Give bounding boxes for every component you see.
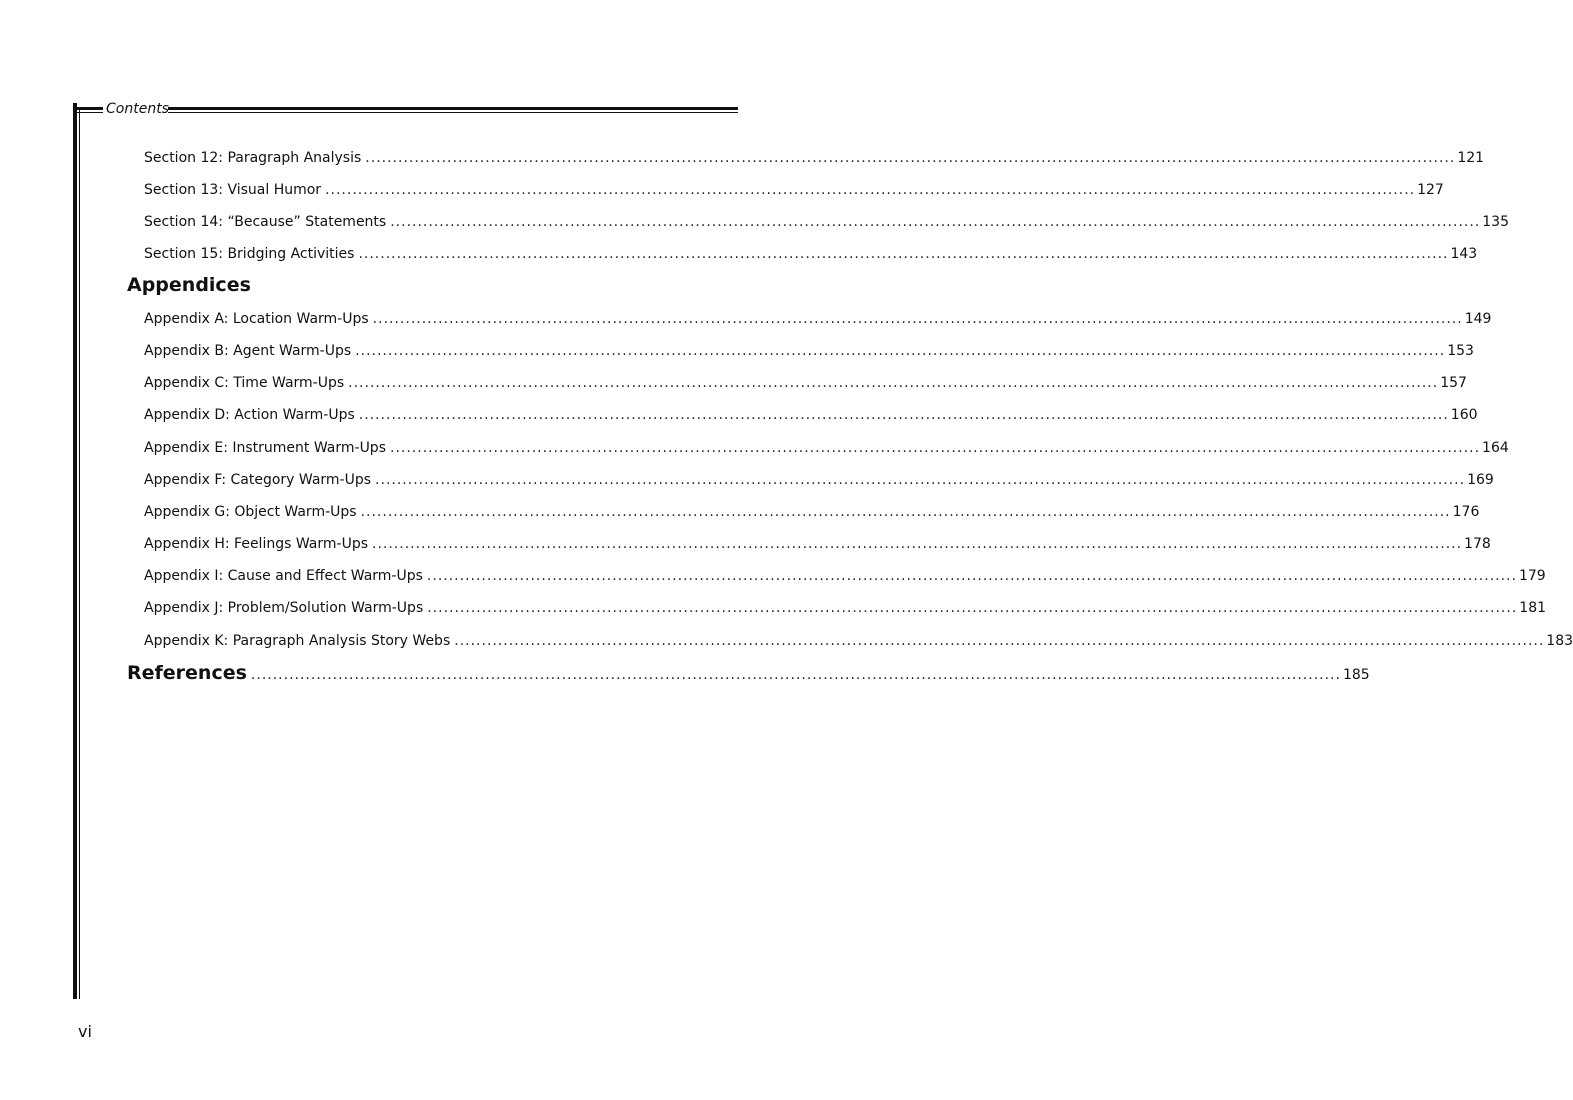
toc-entry-appendix-b[interactable] [144, 341, 1474, 361]
dot-leader: ........................................................................................................................................................................................................ [365, 150, 1456, 166]
toc-entry-title: Section 12: Paragraph Analysis [144, 150, 362, 166]
toc-entry-title: Appendix J: Problem/Solution Warm-Ups [144, 600, 424, 616]
toc-entry-appendix-i[interactable] [144, 566, 1546, 586]
page-number: vi [78, 1022, 92, 1041]
toc-entry-page: 183 [1546, 633, 1573, 649]
dot-leader: ........................................................................................................................................................................................................ [358, 246, 1449, 262]
toc-entry-appendix-e[interactable] [144, 438, 1509, 458]
toc-entry-page: 176 [1452, 504, 1480, 520]
dot-leader: ........................................................................................................................................................................................................ [427, 600, 1518, 616]
toc-entry-page: 178 [1464, 536, 1491, 552]
dot-leader: ........................................................................................................................................................................................................ [358, 407, 1449, 423]
toc-entry-title: Section 15: Bridging Activities [144, 246, 355, 262]
toc-entry-page: 169 [1467, 472, 1494, 488]
toc-entry-title: Appendix H: Feelings Warm-Ups [144, 536, 368, 552]
toc-entry-section-14[interactable] [144, 212, 1509, 232]
dot-leader: ........................................................................................................................................................................................................ [390, 440, 1481, 456]
toc-entry-title: Appendix A: Location Warm-Ups [144, 311, 369, 327]
toc-entry-section-13[interactable] [144, 180, 1444, 200]
running-header: Contents [106, 101, 169, 117]
toc-entry-title: Appendix G: Object Warm-Ups [144, 504, 357, 520]
toc-entry-title: Appendix E: Instrument Warm-Ups [144, 440, 386, 456]
toc-entry-page: 181 [1519, 600, 1547, 616]
toc-entry-page: 135 [1482, 214, 1509, 230]
toc-entry-page: 149 [1464, 311, 1492, 327]
toc-entry-page: 143 [1450, 246, 1478, 262]
toc-entry-title: Appendix F: Category Warm-Ups [144, 472, 372, 488]
toc-entry-appendix-c[interactable] [144, 373, 1467, 393]
appendices-heading: Appendices [127, 274, 251, 296]
dot-leader: ........................................................................................................................................................................................................ [375, 472, 1466, 488]
toc-entry-page: 185 [1342, 667, 1370, 683]
toc-entry-page: 160 [1450, 407, 1478, 423]
toc-entry-section-12[interactable] [144, 148, 1485, 168]
toc-entry-appendix-h[interactable] [144, 534, 1491, 554]
references-heading: References [127, 662, 247, 684]
toc-entry-title: Appendix K: Paragraph Analysis Story Webs [144, 633, 451, 649]
dot-leader: ........................................................................................................................................................................................................ [355, 343, 1446, 359]
toc-entry-appendix-a[interactable] [144, 309, 1492, 329]
toc-entry-title: Section 14: “Because” Statements [144, 214, 387, 230]
toc-entry-title: Appendix B: Agent Warm-Ups [144, 343, 352, 359]
dot-leader: ........................................................................................................................................................................................................ [325, 182, 1416, 198]
toc-entry-appendix-f[interactable] [144, 470, 1494, 490]
toc-entry-page: 157 [1440, 375, 1467, 391]
toc-entry-page: 179 [1518, 568, 1546, 584]
dot-leader: ........................................................................................................................................................................................................ [372, 311, 1463, 327]
toc-entry-appendix-j[interactable] [144, 598, 1547, 618]
toc-entry-section-15[interactable] [144, 244, 1478, 264]
toc-entry-title: Appendix I: Cause and Effect Warm-Ups [144, 568, 423, 584]
toc-entry-page: 153 [1447, 343, 1474, 359]
toc-entry-title: Appendix C: Time Warm-Ups [144, 375, 345, 391]
toc-entry-appendix-d[interactable] [144, 405, 1478, 425]
toc-entry-appendix-k[interactable] [144, 631, 1573, 651]
toc-entry-title: Appendix D: Action Warm-Ups [144, 407, 355, 423]
toc-entry-appendix-g[interactable] [144, 502, 1480, 522]
toc-entry-title: Section 13: Visual Humor [144, 182, 322, 198]
toc-entry-page: 121 [1457, 150, 1485, 166]
dot-leader: ........................................................................................................................................................................................................ [426, 568, 1517, 584]
dot-leader: ........................................................................................................................................................................................................ [390, 214, 1481, 230]
dot-leader: ........................................................................................................................................................................................................ [348, 375, 1439, 391]
dot-leader: ........................................................................................................................................................................................................ [360, 504, 1451, 520]
dot-leader: ........................................................................................................................................................................................................ [454, 633, 1545, 649]
toc-entry-references[interactable] [127, 662, 1370, 685]
dot-leader: ........................................................................................................................................................................................................ [372, 536, 1463, 552]
toc-entry-page: 127 [1417, 182, 1444, 198]
toc-entry-page: 164 [1482, 440, 1509, 456]
dot-leader: ........................................................................................................................................................................................................ [250, 667, 1341, 683]
